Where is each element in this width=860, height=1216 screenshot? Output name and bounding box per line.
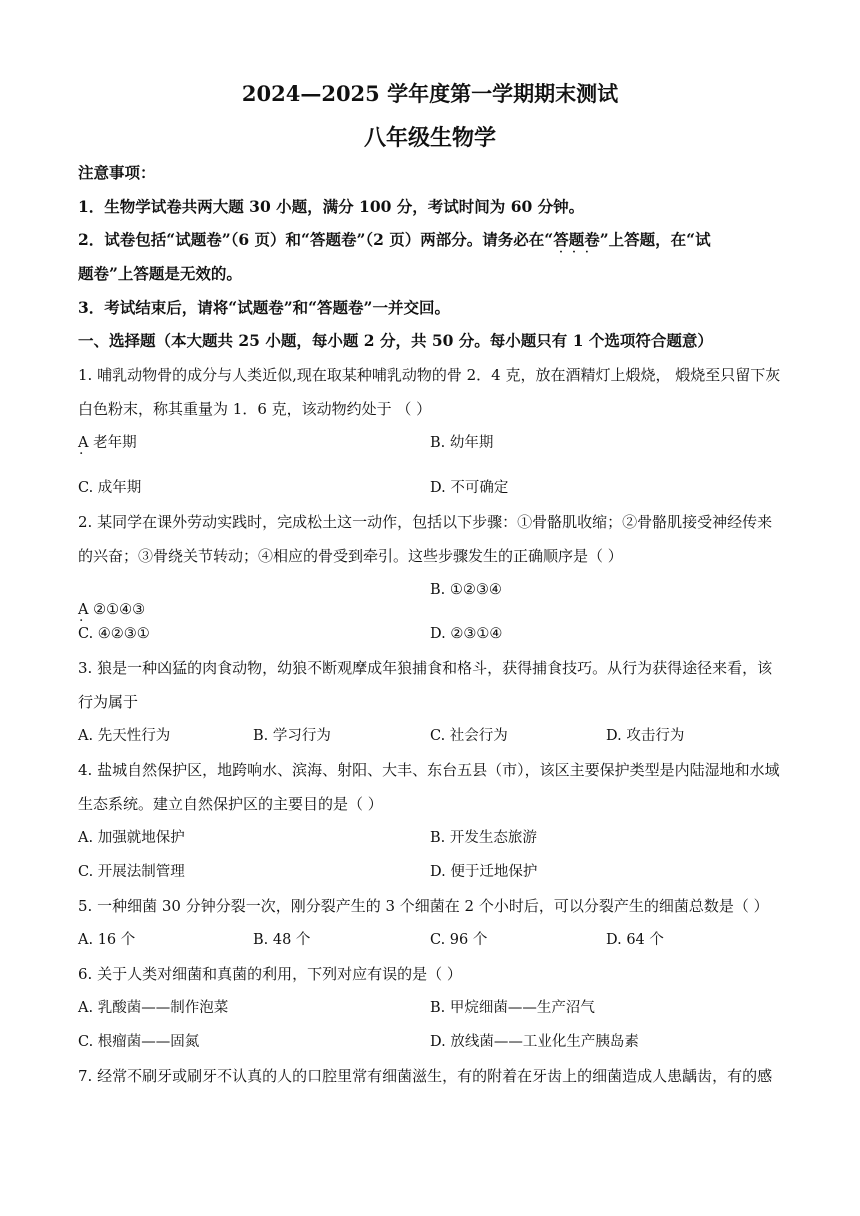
question-5-option-d: D. 64 个	[606, 932, 664, 948]
question-3-option-d: D. 攻击行为	[606, 728, 685, 744]
question-3-option-a: A. 先天性行为	[78, 728, 171, 744]
question-4-line-1: 4. 盐城自然保护区，地跨响水、滨海、射阳、大丰、东台五县（市），该区主要保护类型是内陆湿地和水域	[78, 761, 780, 779]
question-3-option-c: C. 社会行为	[430, 728, 508, 744]
question-4-option-d: D. 便于迁地保护	[430, 864, 538, 880]
question-2-option-a: A ②①④③ ·	[78, 600, 860, 620]
question-1-line-2: 白色粉末，称其重量为 1．6 克，该动物约处于 （ ）	[78, 400, 432, 418]
question-5-option-a: A. 16 个	[78, 932, 136, 948]
question-6-line-1: 6. 关于人类对细菌和真菌的利用，下列对应有误的是（ ）	[78, 965, 462, 983]
question-2-line-2: 的兴奋；③骨绕关节转动；④相应的骨受到牵引。这些步骤发生的正确顺序是（ ）	[78, 547, 623, 565]
question-2-option-b: B. ①②③④	[430, 582, 502, 598]
question-1-option-a: A 老年期 ·	[78, 433, 860, 453]
question-4-option-a: A. 加强就地保护	[78, 830, 185, 846]
question-4-option-c: C. 开展法制管理	[78, 864, 185, 880]
note-item-1: 1．生物学试卷共两大题 30 小题，满分 100 分，考试时间为 60 分钟。	[78, 197, 585, 216]
question-1-line-1: 1. 哺乳动物骨的成分与人类近似,现在取某种哺乳动物的骨 2．4 克，放在酒精灯上煅烧， 煅烧至只留下灰	[78, 366, 781, 384]
question-6-option-d: D. 放线菌——工业化生产胰岛素	[430, 1034, 639, 1050]
note-item-2-line-2: 题卷”上答题是无效的。	[78, 264, 242, 283]
note-item-2-line-1: 2．试卷包括“试题卷”（6 页）和“答题卷”（2 页）两部分。请务必在“答题卷 · · ·”上答题，在“试	[78, 230, 788, 250]
emphasized-answer-sheet: 答题卷 · · ·	[553, 230, 600, 249]
question-1-option-c: C. 成年期	[78, 480, 142, 496]
question-6-option-c: C. 根瘤菌——固氮	[78, 1034, 200, 1050]
question-5-option-c: C. 96 个	[430, 932, 488, 948]
question-5-line-1: 5. 一种细菌 30 分钟分裂一次，刚分裂产生的 3 个细菌在 2 个小时后，可以分裂产生的细菌总数是（ ）	[78, 897, 769, 915]
notes-heading: 注意事项：	[78, 163, 156, 182]
question-3-line-1: 3. 狼是一种凶猛的肉食动物，幼狼不断观摩成年狼捕食和格斗，获得捕食技巧。从行为获得途径来看，该	[78, 659, 773, 677]
question-3-line-2: 行为属于	[78, 693, 139, 711]
question-4-line-2: 生态系统。建立自然保护区的主要目的是（ ）	[78, 795, 383, 813]
question-4-option-b: B. 开发生态旅游	[430, 830, 537, 846]
question-6-option-b: B. 甲烷细菌——生产沼气	[430, 1000, 595, 1016]
question-1-option-d: D. 不可确定	[430, 480, 509, 496]
note-item-3: 3．考试结束后，请将“试题卷”和“答题卷”一并交回。	[78, 298, 450, 317]
question-2-option-d: D. ②③①④	[430, 626, 503, 642]
exam-subtitle: 八年级生物学	[363, 125, 496, 151]
question-2-line-1: 2. 某同学在课外劳动实践时，完成松土这一动作，包括以下步骤：①骨骼肌收缩；②骨骼肌接受神经传来	[78, 513, 773, 531]
question-2-option-c: C. ④②③①	[78, 626, 150, 642]
question-3-option-b: B. 学习行为	[253, 728, 331, 744]
section-1-heading: 一、选择题（本大题共 25 小题，每小题 2 分，共 50 分。每小题只有 1 个选项符合题意）	[78, 331, 713, 350]
exam-title: 2024—2025 学年度第一学期期末测试	[241, 81, 619, 106]
question-5-option-b: B. 48 个	[253, 932, 311, 948]
question-7-line-1: 7. 经常不刷牙或刷牙不认真的人的口腔里常有细菌滋生，有的附着在牙齿上的细菌造成人患龋齿，有的感	[78, 1067, 773, 1085]
question-6-option-a: A. 乳酸菌——制作泡菜	[78, 1000, 229, 1016]
question-1-option-b: B. 幼年期	[430, 435, 494, 451]
